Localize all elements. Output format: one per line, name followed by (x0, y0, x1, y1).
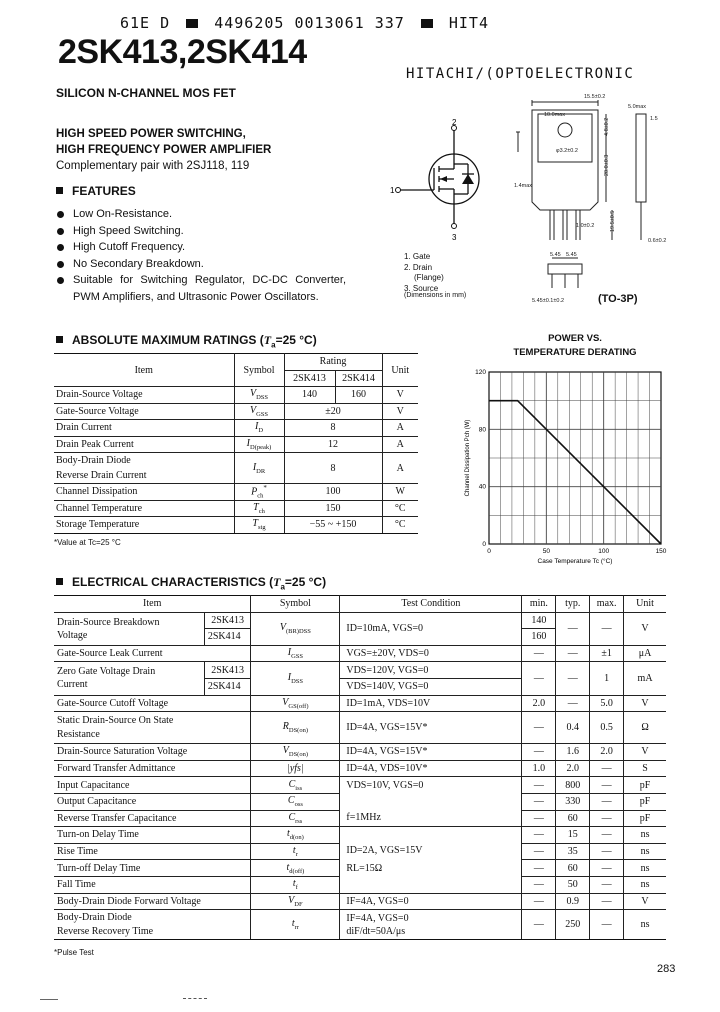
electrical-characteristics-heading: ELECTRICAL CHARACTERISTICS ($T_a=25$ °C) (56, 575, 326, 591)
dimension-unit-note: (Dimensions in mm) (404, 292, 467, 299)
feature-item: High Speed Switching. (56, 223, 346, 240)
x-tick-label: 0 (487, 548, 491, 555)
application-line: HIGH SPEED POWER SWITCHING, (56, 128, 246, 140)
table-row: Storage Temperature $T_{stg}$ −55 ~ +150 °C (54, 517, 418, 534)
derating-chart (455, 362, 680, 567)
code-part-3: HIT4 (448, 14, 489, 32)
x-tick-label: 50 (542, 548, 550, 555)
table-row: 2SK414 VDS=140V, VGS=0 (54, 678, 666, 695)
table-row: Gate-Source Leak Current $I_{GSS}$ VGS=±20V, VDS=0 — — ±1 μA (54, 645, 666, 662)
dim-label: 5.0max (628, 104, 647, 110)
table-row: Rise Time $t_r$ — 35 — ns (54, 843, 666, 860)
features-list (56, 206, 346, 306)
dim-label: 5.45 (566, 252, 577, 258)
code-part-1: 61E D (120, 14, 171, 32)
absolute-max-ratings-heading: ABSOLUTE MAXIMUM RATINGS ($T_a=25$ °C) (56, 333, 317, 349)
x-axis-label: Case Temperature Tc (°C) (537, 558, 613, 565)
chart-subtitle: TEMPERATURE DERATING (513, 347, 637, 358)
dim-label: 1.0±0.2 (576, 223, 595, 229)
table-row: Channel Temperature $T_{ch}$ 150 °C (54, 500, 418, 517)
chart-title: POWER VS. (548, 333, 602, 344)
applications-block (56, 126, 271, 174)
pin-drain-number: 2 (452, 118, 457, 127)
code-block-mark (421, 19, 433, 28)
pin-legend-item: 1. Gate (404, 252, 431, 261)
table-row: Drain Peak Current $I_{D(peak)}$ 12 A (54, 436, 418, 453)
table-row: Reverse Transfer Capacitance $C_{rss}$ — 60 — pF (54, 810, 666, 827)
table-row: Drain-Source Breakdown Voltage 2SK413 $V_{(BR)DSS}$ ID=10mA, VGS=0 140 — — V (54, 612, 666, 629)
features-heading: FEATURES (56, 184, 136, 198)
table-row: Turn-off Delay Time $t_{d(off)}$ — 60 — ns (54, 860, 666, 877)
table-row: Gate-Source Cutoff Voltage $V_{GS(off)}$ ID=1mA, VDS=10V 2.0 — 5.0 V (54, 695, 666, 712)
y-tick-label: 80 (478, 426, 486, 434)
feature-item: Low On-Resistance. (56, 206, 346, 223)
code-part-2: 4496205 0013061 337 (214, 14, 405, 32)
table-header: Unit (382, 354, 418, 387)
pin-legend-item: 3. Source (404, 283, 439, 293)
table-row: Fall Time $t_f$ — 50 — ns (54, 876, 666, 893)
x-tick-label: 150 (655, 548, 667, 555)
table-header: Symbol (234, 354, 284, 387)
dim-label: φ3.2±0.2 (556, 148, 578, 154)
table-row: Turn-on Delay Time $t_{d(on)}$ ID=2A, VGS=15V RL=15Ω — 15 — ns (54, 827, 666, 844)
table-header: Test Condition (340, 596, 522, 613)
channel-arrow-icon (440, 176, 447, 182)
table-header: Rating (284, 354, 382, 371)
feature-item: No Secondary Breakdown. (56, 256, 346, 273)
table-row: Body-Drain Diode Forward Voltage $V_{DF}$ IF=4A, VGS=0 — 0.9 — V (54, 893, 666, 910)
package-tab (538, 114, 592, 162)
dim-label: 0.6±0.2 (648, 238, 667, 244)
table-row: Gate-Source Voltage $V_{GSS}$ ±20 V (54, 403, 418, 420)
page-number: 283 (657, 963, 676, 975)
dim-label: 4.8±0.2 (604, 117, 610, 136)
table-header: 2SK413 (284, 370, 335, 387)
complementary-pair-note: Complementary pair with 2SJ118, 119 (56, 160, 250, 172)
table-row: Body-Drain Diode Reverse Drain Current $I_{DR}$ 8 A (54, 453, 418, 484)
feature-item: Suitable for Switching Regulator, DC-DC Converter, PWM Amplifiers, and Ultrasonic Power Oscillators. (56, 272, 346, 305)
package-body-outline (532, 110, 598, 210)
table-header: Symbol (251, 596, 340, 613)
table-row: Body-Drain Diode Reverse Recovery Time $t_{rr}$ IF=4A, VGS=0 diF/dt=50A/μs — 250 — ns (54, 910, 666, 940)
package-name: (TO-3P) (598, 293, 638, 305)
table-row: Drain-Source Voltage $V_{DSS}$ 140 160 V (54, 387, 418, 404)
table-row: Drain Current $I_D$ 8 A (54, 420, 418, 437)
table-header: max. (590, 596, 624, 613)
table-row: Static Drain-Source On State Resistance $R_{DS(on)}$ ID=4A, VGS=15V* — 0.4 0.5 Ω (54, 712, 666, 744)
table-header: typ. (556, 596, 590, 613)
feature-item: High Cutoff Frequency. (56, 239, 346, 256)
code-block-mark (186, 19, 198, 28)
pin-gate-number: 1 (390, 186, 395, 195)
y-axis-label: Channel Dissipation Pch (W) (465, 419, 471, 497)
dim-label: 1.5 (650, 116, 658, 122)
table-row: Drain-Source Saturation Voltage $V_{DS(on)}$ ID=4A, VGS=15V* — 1.6 2.0 V (54, 744, 666, 761)
pin-source-number: 3 (452, 233, 457, 242)
section-bullet-icon (56, 336, 63, 343)
scan-artifact-mark (40, 999, 58, 1000)
abs-max-footnote: *Value at Tc=25 °C (54, 538, 121, 547)
part-number-title: 2SK413,2SK414 (58, 33, 307, 71)
dim-label: 15.5±0.2 (584, 94, 606, 100)
dim-label: 5.45±0.1±0.2 (532, 298, 565, 304)
table-header: 2SK414 (335, 370, 382, 387)
table-header: min. (522, 596, 556, 613)
dim-label: 1.4max (514, 183, 533, 189)
pin-legend-item: (Flange) (414, 273, 444, 282)
pulse-test-footnote: *Pulse Test (54, 948, 94, 957)
table-row: Zero Gate Voltage Drain Current 2SK413 $I_{DSS}$ VDS=120V, VGS=0 — — 1 mA (54, 662, 666, 679)
y-tick-label: 40 (478, 483, 486, 491)
table-row: Input Capacitance $C_{iss}$ VDS=10V, VGS=0 f=1MHz — 800 — pF (54, 777, 666, 794)
device-type-subtitle: SILICON N-CHANNEL MOS FET (56, 86, 236, 100)
chart-title-block (460, 332, 690, 360)
table-row: Output Capacitance $C_{oss}$ — 330 — pF (54, 793, 666, 810)
dim-label: 10.0max (544, 112, 566, 118)
dim-label: 20.0±0.3 (604, 154, 610, 176)
y-tick-label: 120 (475, 369, 486, 376)
diode-arrow-icon (462, 174, 474, 184)
pin-legend (404, 252, 444, 294)
electrical-characteristics-table (54, 595, 666, 940)
dim-label: 19.5±0.5 (610, 210, 616, 232)
section-bullet-icon (56, 187, 63, 194)
table-row: 2SK414 160 (54, 629, 666, 646)
table-header: Item (54, 596, 251, 613)
mounting-hole (558, 123, 572, 137)
manufacturer-brand: HITACHI/(OPTOELECTRONIC (406, 66, 635, 82)
document-code-line (120, 14, 489, 32)
table-header: Item (54, 354, 234, 387)
table-row: Channel Dissipation $P_{ch}^*$ 100 W (54, 484, 418, 501)
package-outline-drawing (510, 92, 680, 307)
dim-label: 5.45 (550, 252, 561, 258)
absolute-max-ratings-table (54, 353, 418, 534)
table-row: Forward Transfer Admittance |yfs| ID=4A, VDS=10V* 1.0 2.0 — S (54, 760, 666, 777)
scan-artifact-mark (183, 998, 207, 1000)
application-line: HIGH FREQUENCY POWER AMPLIFIER (56, 144, 272, 156)
pin-legend-item: 2. Drain (404, 262, 433, 272)
table-header: Unit (624, 596, 666, 613)
x-tick-label: 100 (598, 548, 610, 555)
package-side-view (636, 114, 646, 202)
section-bullet-icon (56, 578, 63, 585)
y-tick-label: 0 (482, 541, 486, 548)
bottom-view-outline (548, 264, 582, 274)
derating-curve (489, 401, 661, 544)
mosfet-schematic-symbol (392, 116, 502, 246)
